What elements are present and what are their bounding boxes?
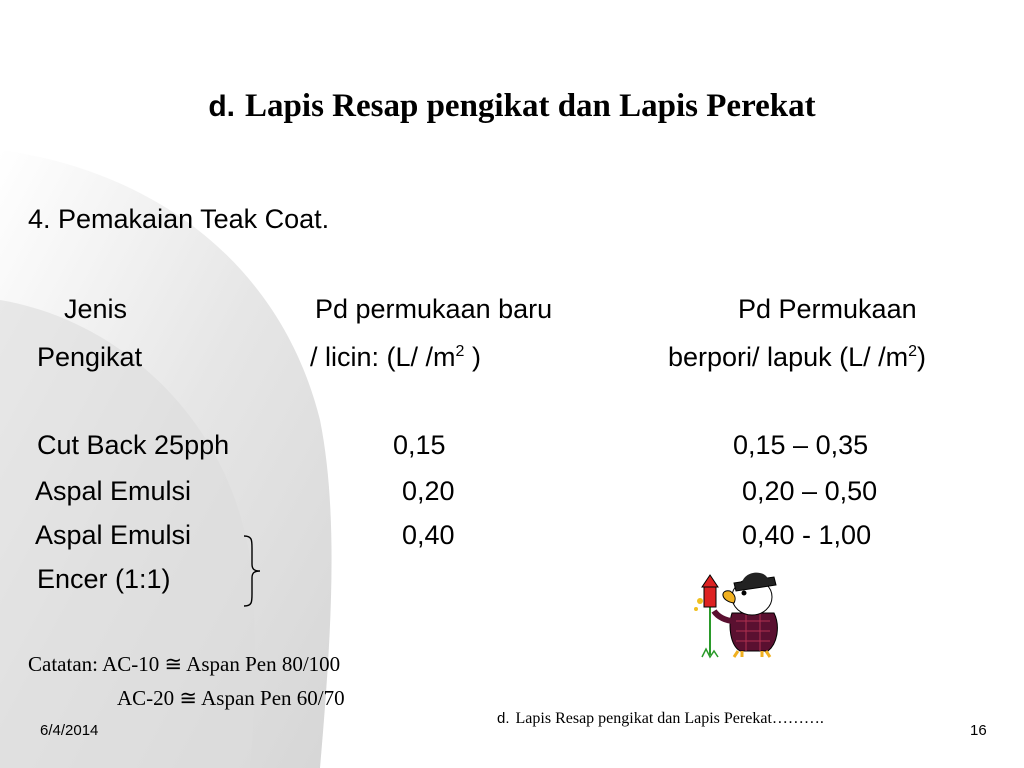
note-line-1: Catatan: AC-10 ≅ Aspan Pen 80/100: [28, 652, 341, 676]
header-col3-line2: [668, 342, 926, 373]
eagle-mascot-icon: [690, 565, 800, 660]
header-col1-line2: Pengikat: [37, 342, 143, 372]
header-col3-line2-end: ): [917, 342, 927, 372]
row-new-surface: 0,15: [393, 430, 446, 460]
note-line-2: AC-20 ≅ Aspan Pen 60/70: [117, 686, 345, 710]
header-col2-line2-text: / licin: (L/ /m: [310, 342, 456, 372]
title-prefix: d.: [208, 90, 236, 123]
superscript: 2: [908, 343, 918, 360]
superscript: 2: [455, 343, 465, 360]
row-porous-surface: 0,20 – 0,50: [742, 476, 878, 506]
row-name: Cut Back 25pph: [37, 430, 230, 460]
header-col3-line2-text: berpori/ lapuk (L/ /m: [668, 342, 909, 372]
row-name: Aspal Emulsi: [35, 520, 192, 550]
curly-brace-icon: [240, 534, 264, 608]
header-col1-line1: Jenis: [64, 294, 128, 324]
row-porous-surface: 0,40 - 1,00: [742, 520, 872, 550]
slide-title: [0, 88, 1024, 125]
page-number: 16: [970, 722, 987, 739]
footer-center: [497, 710, 824, 728]
row-name: Aspal Emulsi: [35, 476, 192, 506]
footer-date: 6/4/2014: [40, 722, 99, 739]
header-col3-line1: Pd Permukaan: [738, 294, 917, 324]
row-new-surface: 0,20: [402, 476, 455, 506]
row-porous-surface: 0,15 – 0,35: [733, 430, 869, 460]
header-col2-line2: [310, 342, 481, 373]
header-col2-line1: Pd permukaan baru: [315, 294, 553, 324]
row-continuation: Encer (1:1): [37, 564, 171, 594]
title-text: Lapis Resap pengikat dan Lapis Perekat: [245, 88, 816, 124]
footer-prefix: d.: [497, 710, 510, 727]
row-new-surface: 0,40: [402, 520, 455, 550]
footer-center-text: Lapis Resap pengikat dan Lapis Perekat……….: [515, 710, 824, 727]
subheading: 4. Pemakaian Teak Coat.: [28, 204, 330, 234]
header-col2-line2-end: ): [464, 342, 481, 372]
